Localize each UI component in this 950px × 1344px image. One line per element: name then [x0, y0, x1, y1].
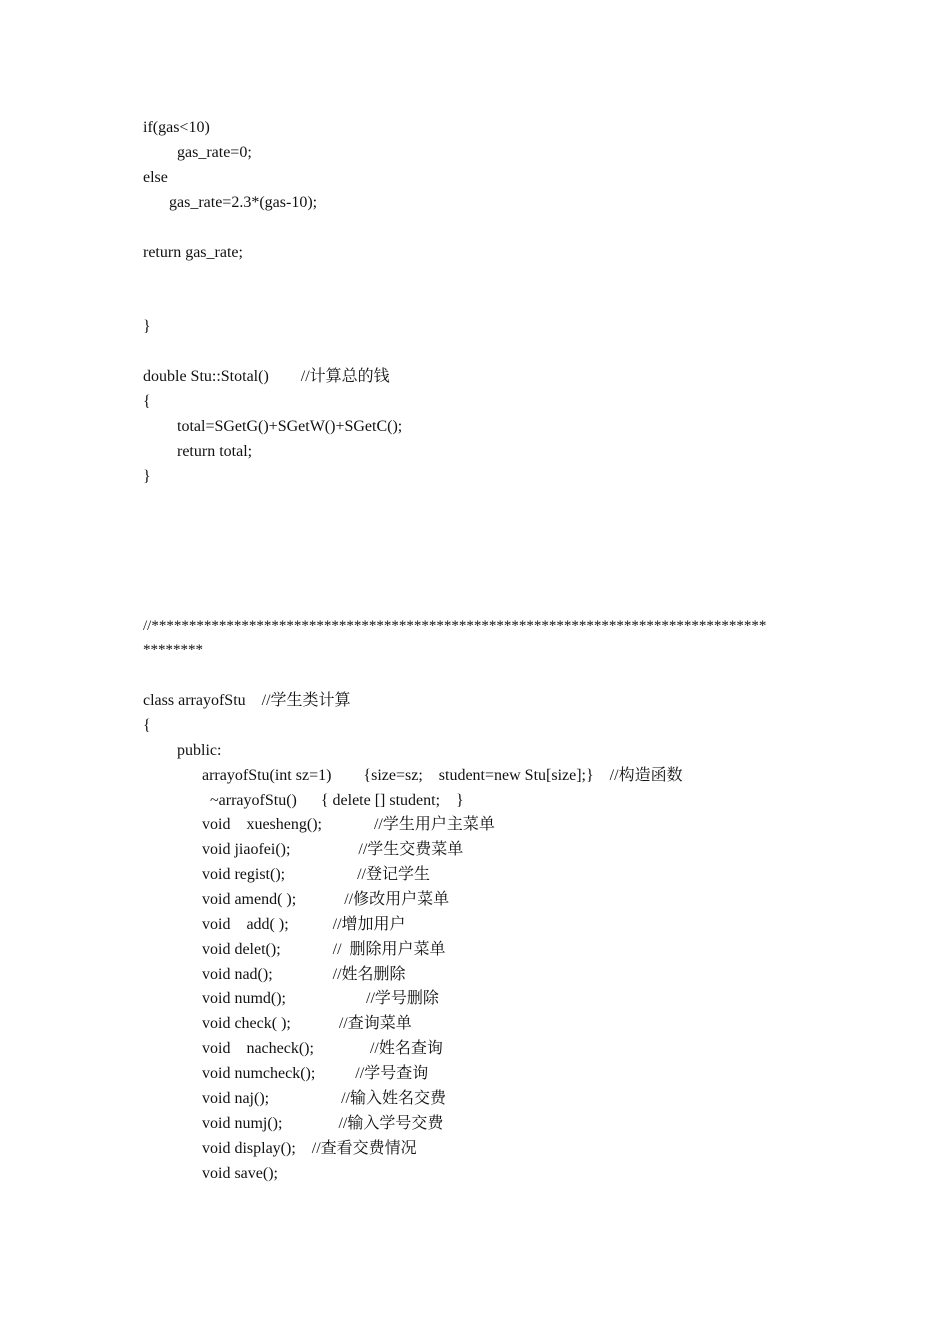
code-line: return gas_rate;	[143, 244, 243, 261]
code-line: void jiaofei(); //学生交费菜单	[202, 841, 464, 858]
code-line: void nacheck(); //姓名查询	[202, 1040, 443, 1057]
code-line: void nad(); //姓名删除	[202, 966, 406, 983]
code-line: }	[143, 468, 151, 485]
code-line: void regist(); //登记学生	[202, 866, 430, 883]
code-line: class arrayofStu //学生类计算	[143, 692, 351, 709]
code-line: total=SGetG()+SGetW()+SGetC();	[177, 418, 403, 435]
code-line: {	[143, 717, 151, 734]
code-line: arrayofStu(int sz=1) {size=sz; student=new Stu[size];} //构造函数	[202, 767, 683, 784]
code-line: if(gas<10)	[143, 119, 210, 136]
code-line: ~arrayofStu() { delete [] student; }	[210, 792, 464, 809]
code-line: void amend( ); //修改用户菜单	[202, 891, 450, 908]
code-line: void add( ); //增加用户	[202, 916, 406, 933]
code-line: void delet(); // 删除用户菜单	[202, 941, 446, 958]
code-line: return total;	[177, 443, 253, 460]
comment-separator: //**********************************************************************************	[143, 618, 767, 634]
code-line: void xuesheng(); //学生用户主菜单	[202, 816, 495, 833]
code-line: void save();	[202, 1165, 278, 1182]
code-line: else	[143, 169, 168, 186]
code-line: {	[143, 393, 151, 410]
code-line: void numd(); //学号删除	[202, 990, 439, 1007]
code-line: void numj(); //输入学号交费	[202, 1115, 444, 1132]
code-line: }	[143, 318, 151, 335]
code-line: void naj(); //输入姓名交费	[202, 1090, 446, 1107]
comment-separator: ********	[143, 642, 203, 658]
code-line: gas_rate=0;	[177, 144, 252, 161]
code-line: void display(); //查看交费情况	[202, 1140, 417, 1157]
code-line: double Stu::Stotal() //计算总的钱	[143, 368, 390, 385]
code-line: void check( ); //查询菜单	[202, 1015, 412, 1032]
code-line: void numcheck(); //学号查询	[202, 1065, 429, 1082]
code-line: public:	[177, 742, 222, 759]
code-line: gas_rate=2.3*(gas-10);	[169, 194, 318, 211]
